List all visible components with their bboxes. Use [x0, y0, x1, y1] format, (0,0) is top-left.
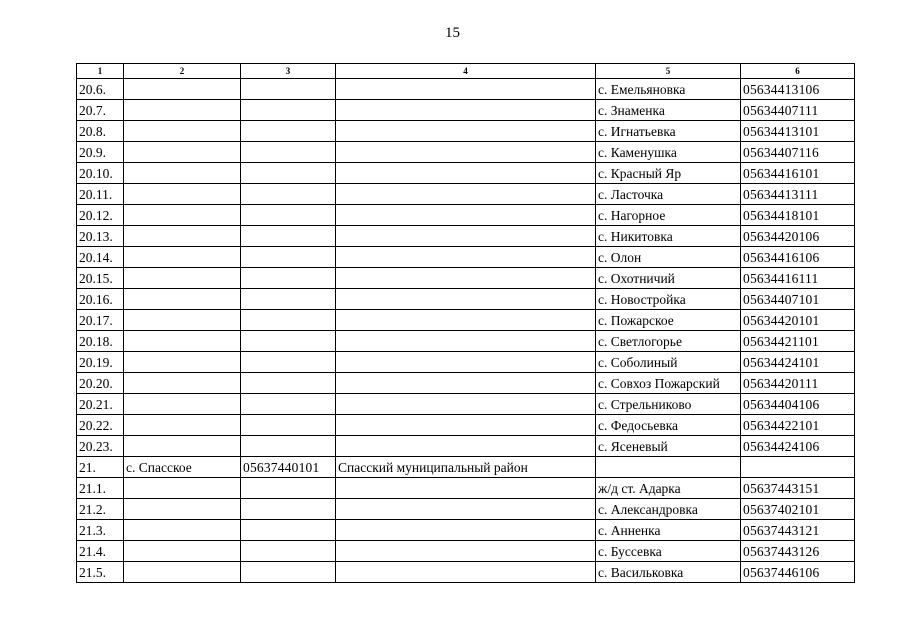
- settlement-name-cell: с. Ясеневый: [596, 436, 741, 457]
- center-code-cell: [241, 142, 336, 163]
- settlement-name-cell: [596, 457, 741, 478]
- settlement-name-cell: с. Красный Яр: [596, 163, 741, 184]
- row-number-cell: 21.3.: [77, 520, 124, 541]
- center-name-cell: [124, 394, 241, 415]
- settlement-name-cell: с. Никитовка: [596, 226, 741, 247]
- header-row: [77, 64, 855, 79]
- table-row: [77, 184, 855, 205]
- settlement-name-cell: с. Охотничий: [596, 268, 741, 289]
- table-body: [77, 79, 855, 583]
- center-name-cell: [124, 247, 241, 268]
- table-row: [77, 142, 855, 163]
- district-name-cell: Спасский муниципальный район: [336, 457, 596, 478]
- table-row: [77, 541, 855, 562]
- center-name-cell: [124, 562, 241, 583]
- settlement-code-cell: 05637443151: [741, 478, 855, 499]
- center-code-cell: [241, 268, 336, 289]
- center-code-cell: [241, 394, 336, 415]
- row-number-cell: 20.10.: [77, 163, 124, 184]
- row-number-cell: 20.18.: [77, 331, 124, 352]
- header-cell-col-6: 6: [741, 64, 855, 79]
- center-code-cell: [241, 121, 336, 142]
- center-name-cell: [124, 499, 241, 520]
- center-code-cell: [241, 499, 336, 520]
- center-name-cell: [124, 415, 241, 436]
- district-name-cell: [336, 100, 596, 121]
- settlement-name-cell: с. Федосьевка: [596, 415, 741, 436]
- settlement-name-cell: с. Васильковка: [596, 562, 741, 583]
- settlement-code-cell: 05634404106: [741, 394, 855, 415]
- settlement-name-cell: с. Стрельниково: [596, 394, 741, 415]
- settlement-name-cell: с. Новостройка: [596, 289, 741, 310]
- settlement-code-cell: 05637443126: [741, 541, 855, 562]
- center-name-cell: [124, 352, 241, 373]
- center-code-cell: [241, 352, 336, 373]
- settlement-name-cell: с. Каменушка: [596, 142, 741, 163]
- table-row: [77, 436, 855, 457]
- district-name-cell: [336, 247, 596, 268]
- table-row: [77, 268, 855, 289]
- row-number-cell: 20.16.: [77, 289, 124, 310]
- center-name-cell: [124, 268, 241, 289]
- center-code-cell: [241, 331, 336, 352]
- settlement-code-cell: 05634424106: [741, 436, 855, 457]
- settlement-name-cell: ж/д ст. Адарка: [596, 478, 741, 499]
- district-name-cell: [336, 415, 596, 436]
- center-name-cell: [124, 163, 241, 184]
- center-code-cell: [241, 562, 336, 583]
- settlement-name-cell: с. Емельяновка: [596, 79, 741, 100]
- table-row: [77, 520, 855, 541]
- settlement-code-cell: 05634416101: [741, 163, 855, 184]
- settlement-name-cell: с. Совхоз Пожарский: [596, 373, 741, 394]
- header-cell-col-5: 5: [596, 64, 741, 79]
- settlement-code-cell: 05634413101: [741, 121, 855, 142]
- settlement-name-cell: с. Анненка: [596, 520, 741, 541]
- center-code-cell: [241, 205, 336, 226]
- district-name-cell: [336, 226, 596, 247]
- center-code-cell: [241, 100, 336, 121]
- center-name-cell: с. Спасское: [124, 457, 241, 478]
- settlement-name-cell: с. Соболиный: [596, 352, 741, 373]
- center-name-cell: [124, 289, 241, 310]
- settlement-code-cell: 05634421101: [741, 331, 855, 352]
- settlement-name-cell: с. Пожарское: [596, 310, 741, 331]
- district-name-cell: [336, 121, 596, 142]
- table-row: [77, 79, 855, 100]
- row-number-cell: 21.1.: [77, 478, 124, 499]
- settlement-code-cell: 05634413106: [741, 79, 855, 100]
- settlement-code-cell: 05634420106: [741, 226, 855, 247]
- row-number-cell: 21.4.: [77, 541, 124, 562]
- row-number-cell: 20.12.: [77, 205, 124, 226]
- settlement-name-cell: с. Ласточка: [596, 184, 741, 205]
- table-row: [77, 331, 855, 352]
- center-code-cell: 05637440101: [241, 457, 336, 478]
- district-name-cell: [336, 373, 596, 394]
- district-name-cell: [336, 163, 596, 184]
- header-cell-col-2: 2: [124, 64, 241, 79]
- center-name-cell: [124, 79, 241, 100]
- center-code-cell: [241, 520, 336, 541]
- table-row: [77, 121, 855, 142]
- row-number-cell: 20.15.: [77, 268, 124, 289]
- row-number-cell: 20.6.: [77, 79, 124, 100]
- table-row: [77, 562, 855, 583]
- row-number-cell: 20.14.: [77, 247, 124, 268]
- header-cell-col-4: 4: [336, 64, 596, 79]
- row-number-cell: 20.20.: [77, 373, 124, 394]
- district-name-cell: [336, 520, 596, 541]
- center-name-cell: [124, 142, 241, 163]
- row-number-cell: 20.23.: [77, 436, 124, 457]
- row-number-cell: 20.19.: [77, 352, 124, 373]
- table-row: [77, 100, 855, 121]
- district-name-cell: [336, 142, 596, 163]
- center-name-cell: [124, 205, 241, 226]
- settlement-code-cell: 05634407116: [741, 142, 855, 163]
- row-number-cell: 20.21.: [77, 394, 124, 415]
- settlement-code-cell: 05634416111: [741, 268, 855, 289]
- table-row: [77, 289, 855, 310]
- settlement-code-cell: [741, 457, 855, 478]
- center-code-cell: [241, 478, 336, 499]
- table-header: [77, 64, 855, 79]
- header-cell-col-1: 1: [77, 64, 124, 79]
- center-code-cell: [241, 310, 336, 331]
- settlement-code-cell: 05634407101: [741, 289, 855, 310]
- settlement-name-cell: с. Олон: [596, 247, 741, 268]
- center-code-cell: [241, 436, 336, 457]
- table-row: [77, 226, 855, 247]
- row-number-cell: 20.7.: [77, 100, 124, 121]
- row-number-cell: 20.22.: [77, 415, 124, 436]
- center-name-cell: [124, 478, 241, 499]
- table-row: [77, 478, 855, 499]
- settlement-code-cell: 05634413111: [741, 184, 855, 205]
- district-name-cell: [336, 331, 596, 352]
- row-number-cell: 20.13.: [77, 226, 124, 247]
- district-name-cell: [336, 541, 596, 562]
- table-row: [77, 310, 855, 331]
- row-number-cell: 20.17.: [77, 310, 124, 331]
- row-number-cell: 21.: [77, 457, 124, 478]
- row-number-cell: 20.11.: [77, 184, 124, 205]
- center-code-cell: [241, 247, 336, 268]
- center-name-cell: [124, 541, 241, 562]
- table-row: [77, 499, 855, 520]
- table-row: [77, 163, 855, 184]
- settlement-name-cell: с. Знаменка: [596, 100, 741, 121]
- settlement-name-cell: с. Александровка: [596, 499, 741, 520]
- settlement-code-cell: 05634422101: [741, 415, 855, 436]
- district-name-cell: [336, 184, 596, 205]
- center-name-cell: [124, 184, 241, 205]
- center-name-cell: [124, 226, 241, 247]
- center-code-cell: [241, 289, 336, 310]
- table-row: [77, 247, 855, 268]
- center-code-cell: [241, 226, 336, 247]
- center-code-cell: [241, 163, 336, 184]
- district-name-cell: [336, 562, 596, 583]
- district-name-cell: [336, 79, 596, 100]
- settlement-code-cell: 05634407111: [741, 100, 855, 121]
- row-number-cell: 20.8.: [77, 121, 124, 142]
- row-number-cell: 20.9.: [77, 142, 124, 163]
- district-name-cell: [336, 352, 596, 373]
- settlement-name-cell: с. Светлогорье: [596, 331, 741, 352]
- settlement-code-cell: 05637443121: [741, 520, 855, 541]
- center-code-cell: [241, 79, 336, 100]
- table-row: [77, 205, 855, 226]
- center-code-cell: [241, 415, 336, 436]
- center-name-cell: [124, 310, 241, 331]
- settlement-code-cell: 05634416106: [741, 247, 855, 268]
- page-number: 15: [445, 25, 460, 41]
- settlement-code-cell: 05637402101: [741, 499, 855, 520]
- district-name-cell: [336, 394, 596, 415]
- table-row: [77, 457, 855, 478]
- center-name-cell: [124, 520, 241, 541]
- district-name-cell: [336, 436, 596, 457]
- center-name-cell: [124, 100, 241, 121]
- center-name-cell: [124, 121, 241, 142]
- center-name-cell: [124, 373, 241, 394]
- district-name-cell: [336, 268, 596, 289]
- center-code-cell: [241, 184, 336, 205]
- table-row: [77, 352, 855, 373]
- center-name-cell: [124, 331, 241, 352]
- row-number-cell: 21.2.: [77, 499, 124, 520]
- center-name-cell: [124, 436, 241, 457]
- settlement-code-cell: 05634420101: [741, 310, 855, 331]
- header-cell-col-3: 3: [241, 64, 336, 79]
- center-code-cell: [241, 373, 336, 394]
- district-name-cell: [336, 499, 596, 520]
- settlement-code-cell: 05634418101: [741, 205, 855, 226]
- settlement-name-cell: с. Нагорное: [596, 205, 741, 226]
- center-code-cell: [241, 541, 336, 562]
- district-name-cell: [336, 310, 596, 331]
- settlement-name-cell: с. Игнатьевка: [596, 121, 741, 142]
- district-name-cell: [336, 478, 596, 499]
- district-name-cell: [336, 289, 596, 310]
- settlement-code-cell: 05634420111: [741, 373, 855, 394]
- settlement-code-cell: 05634424101: [741, 352, 855, 373]
- settlement-name-cell: с. Буссевка: [596, 541, 741, 562]
- district-name-cell: [336, 205, 596, 226]
- table-row: [77, 373, 855, 394]
- row-number-cell: 21.5.: [77, 562, 124, 583]
- settlement-code-cell: 05637446106: [741, 562, 855, 583]
- table-row: [77, 415, 855, 436]
- settlements-table: [76, 63, 855, 583]
- table-row: [77, 394, 855, 415]
